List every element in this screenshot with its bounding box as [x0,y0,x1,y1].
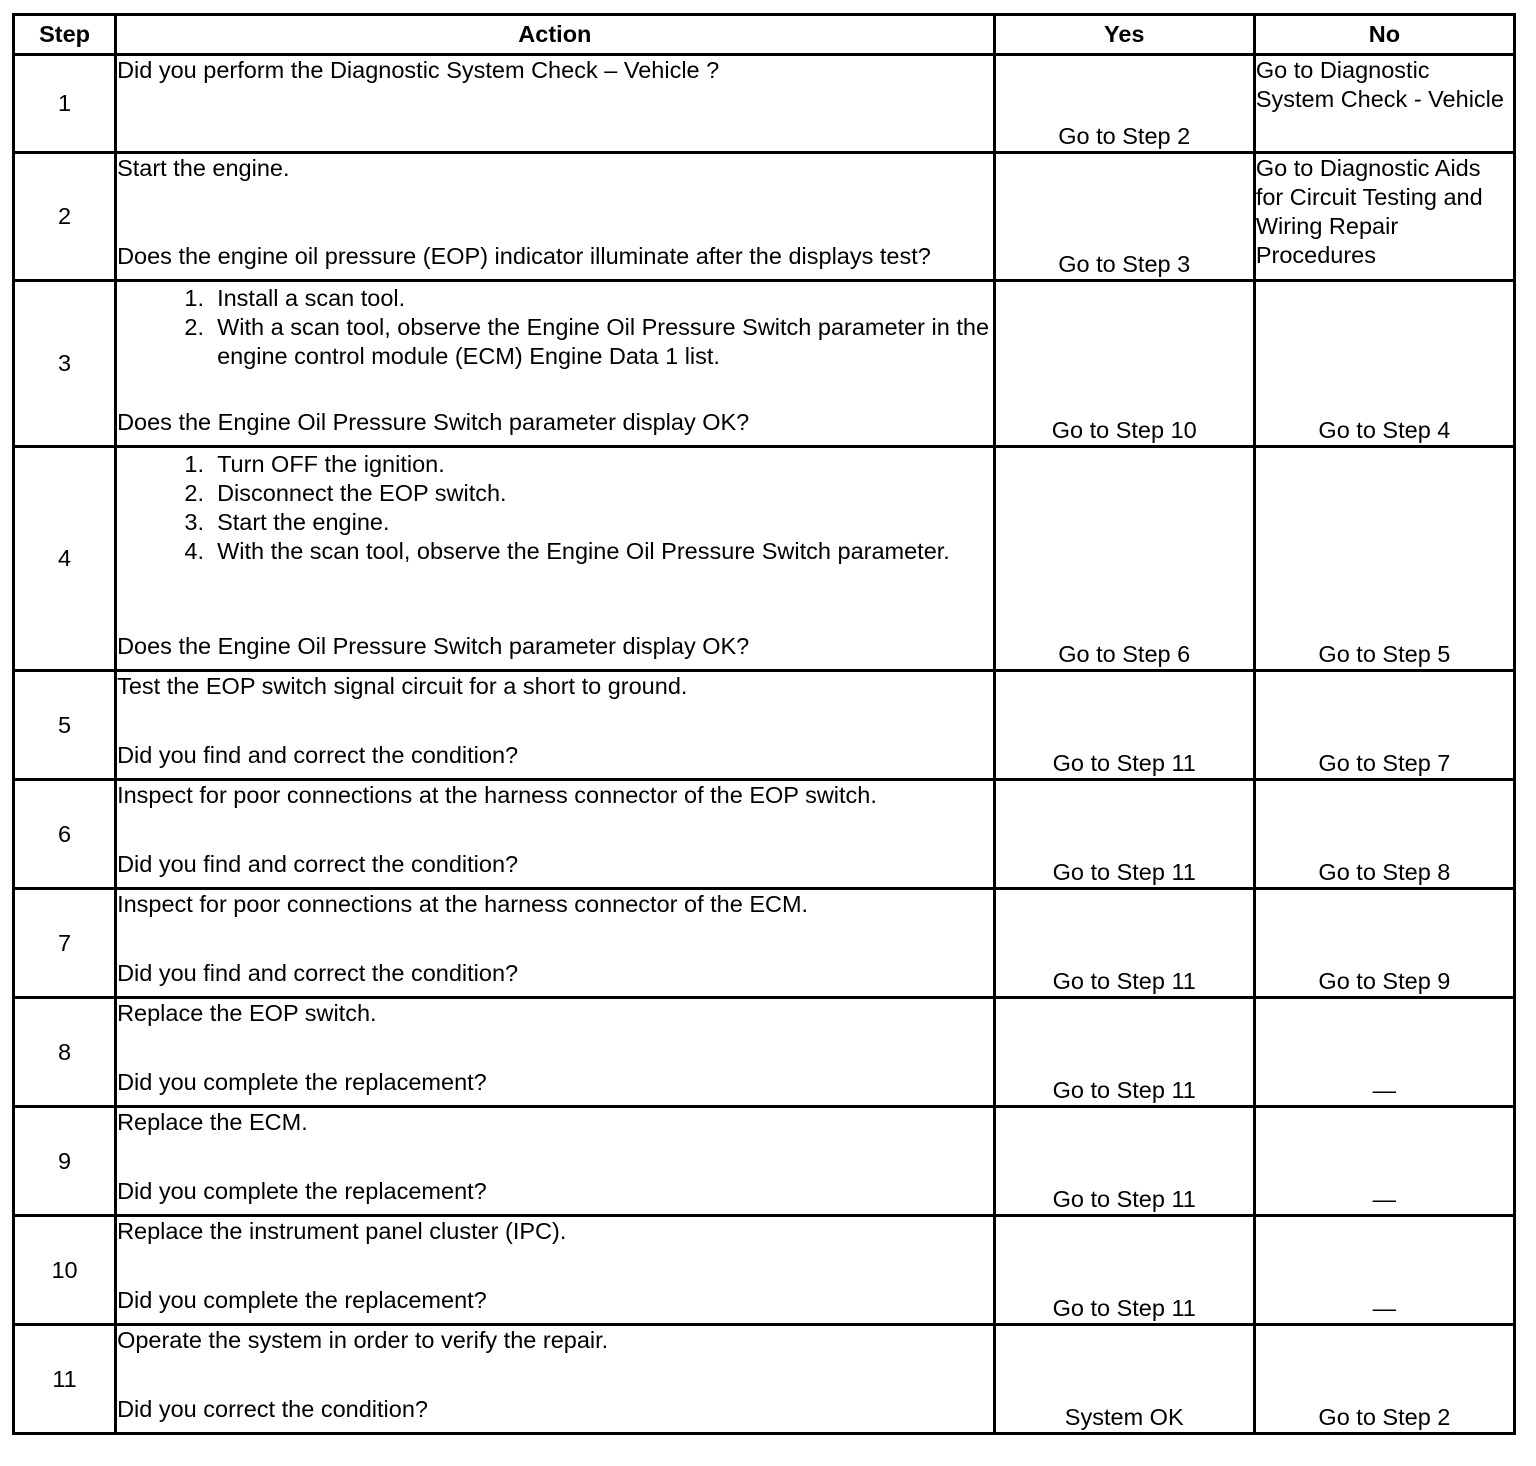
yes-result: Go to Step 10 [994,281,1254,447]
action-instructions [117,1217,993,1246]
action-content [117,1326,993,1424]
step-number: 5 [14,671,116,780]
table-row [14,447,1515,671]
action-cell [116,1107,995,1216]
action-cell [116,281,995,447]
action-question: Did you find and correct the condition? [117,742,519,768]
action-instructions [117,1326,993,1355]
action-question: Does the Engine Oil Pressure Switch parameter display OK? [117,409,750,435]
action-cell [116,889,995,998]
header-row [14,15,1515,55]
action-instruction: Start the engine. [117,155,290,181]
yes-result: Go to Step 11 [994,889,1254,998]
action-cell [116,780,995,889]
no-result: Go to Step 8 [1254,780,1514,889]
action-instruction: Replace the ECM. [117,1109,308,1135]
step-number: 7 [14,889,116,998]
table-row [14,780,1515,889]
action-instruction: Inspect for poor connections at the harness connector of the ECM. [117,891,809,917]
action-instructions [117,282,993,371]
action-question: Did you complete the replacement? [117,1069,487,1095]
table-row [14,1325,1515,1434]
action-instruction: Operate the system in order to verify the repair. [117,1327,609,1353]
action-instruction: Did you perform the Diagnostic System Check – Vehicle ? [117,57,720,83]
header-yes: Yes [994,15,1254,55]
step-number: 9 [14,1107,116,1216]
instruction-item: 1. Turn OFF the ignition. [217,450,993,479]
header-no: No [1254,15,1514,55]
no-result: Go to Step 4 [1254,281,1514,447]
action-instruction: Replace the EOP switch. [117,1000,377,1026]
diagnostic-table [12,13,1516,1435]
no-result: — [1254,998,1514,1107]
no-result: Go to Diagnostic Aids for Circuit Testing and Wiring Repair Procedures [1254,153,1514,281]
no-result: — [1254,1107,1514,1216]
header-action: Action [116,15,995,55]
action-content [117,1108,993,1206]
action-question: Did you complete the replacement? [117,1178,487,1204]
step-number: 11 [14,1325,116,1434]
action-cell [116,153,995,281]
table-row [14,1107,1515,1216]
action-cell [116,671,995,780]
instruction-item: 2. Disconnect the EOP switch. [217,479,993,508]
action-instructions [117,154,993,183]
step-number: 1 [14,55,116,153]
step-number: 4 [14,447,116,671]
action-content [117,154,993,271]
instruction-list [117,284,993,371]
table-row [14,998,1515,1107]
instruction-item: 3. Start the engine. [217,508,993,537]
action-content [117,282,993,437]
yes-result: Go to Step 11 [994,1107,1254,1216]
instruction-item: 2. With a scan tool, observe the Engine Oil Pressure Switch parameter in the engine control module (ECM) Engine Data 1 list. [217,313,993,371]
action-cell [116,998,995,1107]
table-row [14,671,1515,780]
action-instructions [117,1108,993,1137]
no-result: Go to Diagnostic System Check - Vehicle [1254,55,1514,153]
action-content [117,1217,993,1315]
action-content [117,56,993,143]
step-number: 3 [14,281,116,447]
header-step: Step [14,15,116,55]
action-content [117,890,993,988]
instruction-item: 1. Install a scan tool. [217,284,993,313]
yes-result: Go to Step 11 [994,1216,1254,1325]
action-instructions [117,781,993,810]
table-row [14,1216,1515,1325]
action-cell [116,447,995,671]
action-instructions [117,448,993,566]
step-number: 10 [14,1216,116,1325]
table-row [14,889,1515,998]
step-number: 6 [14,780,116,889]
action-instructions [117,890,993,919]
table-body [14,55,1515,1434]
action-instructions [117,56,993,85]
action-instruction: Replace the instrument panel cluster (IPC). [117,1218,567,1244]
no-result: Go to Step 5 [1254,447,1514,671]
step-number: 8 [14,998,116,1107]
no-result: Go to Step 7 [1254,671,1514,780]
table-row [14,153,1515,281]
action-instructions [117,999,993,1028]
no-result: Go to Step 9 [1254,889,1514,998]
table-row [14,281,1515,447]
action-question: Does the Engine Oil Pressure Switch parameter display OK? [117,633,750,659]
table-row [14,55,1515,153]
action-content [117,448,993,661]
action-cell [116,55,995,153]
step-number: 2 [14,153,116,281]
yes-result: Go to Step 11 [994,780,1254,889]
instruction-list [117,450,993,566]
action-question: Did you find and correct the condition? [117,960,519,986]
action-cell [116,1216,995,1325]
action-instruction: Inspect for poor connections at the harness connector of the EOP switch. [117,782,877,808]
action-question: Did you correct the condition? [117,1396,428,1422]
yes-result: Go to Step 11 [994,671,1254,780]
action-cell [116,1325,995,1434]
no-result: Go to Step 2 [1254,1325,1514,1434]
action-question: Did you complete the replacement? [117,1287,487,1313]
yes-result: Go to Step 11 [994,998,1254,1107]
action-question: Did you find and correct the condition? [117,851,519,877]
yes-result: Go to Step 2 [994,55,1254,153]
no-result: — [1254,1216,1514,1325]
yes-result: Go to Step 6 [994,447,1254,671]
yes-result: Go to Step 3 [994,153,1254,281]
action-question: Does the engine oil pressure (EOP) indicator illuminate after the displays test? [117,243,931,269]
instruction-item: 4. With the scan tool, observe the Engine Oil Pressure Switch parameter. [217,537,993,566]
action-content [117,781,993,879]
yes-result: System OK [994,1325,1254,1434]
action-instructions [117,672,993,701]
action-instruction: Test the EOP switch signal circuit for a short to ground. [117,673,688,699]
action-content [117,999,993,1097]
action-content [117,672,993,770]
